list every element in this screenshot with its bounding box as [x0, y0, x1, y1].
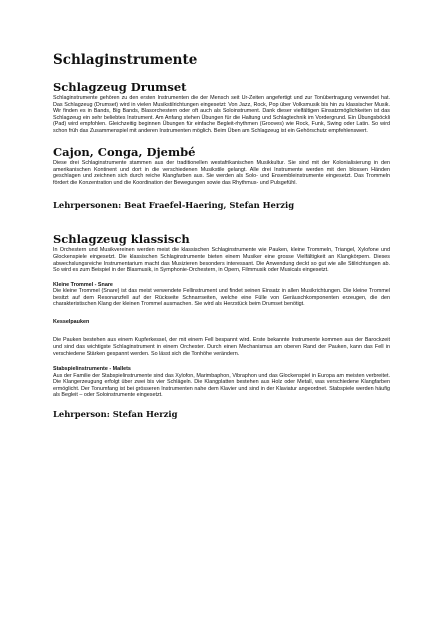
section-text-cajon: Diese drei Schlaginstrumente stammen aus der traditionellen westafrikanischen Musikkultur. Sie sind mit der Kolonialisierung in den amerikanischen Kontinent und dort in die verschiedenen Musikstile gelangt. Alle drei Instrumente werden mit den blossen Händen geschlagen und zeichnen sich durch reiche Klangfarben aus. Sie werden als Solo- und Ensembleinstrumente eingesetzt. Das Trommeln fördert die Konzentration und die Koordination der Bewegungen sowie das Rhythmus- und Pulsgefühl.	[53, 160, 390, 186]
page-title: Schlaginstrumente	[53, 52, 198, 68]
document-page	[53, 52, 390, 419]
section-text-snare: Die kleine Trommel (Snare) ist das meist verwendete Fellinstrument und findet seinen Einsatz in allen Musikrichtungen. Die kleine Trommel besitzt auf dem Resonanzfell auf der Rückseite Schnarrseiten, welche eine Fülle von Geräuschkomponenten erzeugen, die den charakteristischen Klang der kleinen Trommel ausmachen. Sie wird als Herzstück beim Drumset benötigt.	[53, 288, 390, 308]
section-heading-klassisch: Schlagzeug klassisch	[53, 232, 190, 247]
subheading-pauken: Kesselpauken	[53, 318, 90, 325]
section-text-drumset: Schlaginstrumente gehören zu den ersten Instrumenten die der Mensch seit Ur-Zeiten angefertigt und zur Tonübertragung verwendet hat. Das Schlagzeug (Drumset) wird in vielen Musikstilrichtungen eingesetzt: Von Jazz, Rock, Pop über Volksmusik bis hin zu klassischer Musik. Wir finden es in Bands, Big Bands, Blasorchestern oder oft auch als Soloinstrument. Dank dieser vielfältigen Einsatzmöglichkeiten ist das Schlagzeug ein sehr beliebtes Instrument. Am Anfang stehen Übungen für die Haltung und Schlagtechnik im Vordergrund. Ein Übungsböckli (Pad) wird empfohlen. Gleichzeitig beginnen Übungen für einfache Begleit-rhythmen (Grooves) wie Rock, Funk, Swing oder Latin. So wird schon früh das Zusammenspiel mit anderen Instrumenten möglich. Beim Üben am Schlagzeug ist ein Gehörschutz empfehlenswert.	[53, 95, 390, 134]
subheading-snare: Kleine Trommel - Snare	[53, 281, 113, 288]
teachers-line-1: Lehrpersonen: Beat Fraefel-Haering, Stefan Herzig	[53, 200, 295, 211]
section-text-pauken: Die Pauken bestehen aus einem Kupferkessel, der mit einem Fell bespannt wird. Erste bekannte Instrumente kommen aus der Barockzeit und sind das wichtigste Schlaginstrument in einem Orchester. Durch einen Mechanismus am oberen Rand der Pauken, kann das Fell in verschiedene Stärken gespannt werden. So lässt sich die Tonhöhe verändern.	[53, 337, 390, 357]
section-heading-drumset: Schlagzeug Drumset	[53, 80, 187, 94]
section-text-klassisch: In Orchestern und Musikvereinen werden meist die klassischen Schlaginstrumente wie Pauken, kleine Trommeln, Triangel, Xylofone und Glockenspiele eingesetzt. Die klassischen Schlaginstrumente bieten einem Musiker eine grosse Vielfältigkeit an Klangkörpern. Dieses abwechslungsreiche Instrumentarium macht das Musizieren besonders interessant. Die Anwendung deckt so gut wie alle Stilrichtungen ab. So wird es zum Beispiel in der Blasmusik, in Symphonie-Orchestern, in Opern, Filmmusik oder Musicals eingesetzt.	[53, 247, 390, 274]
section-heading-cajon: Cajon, Conga, Djembé	[53, 145, 196, 160]
teachers-line-2: Lehrperson: Stefan Herzig	[53, 408, 178, 419]
section-text-mallets: Aus der Familie der Stabspielinstrumente sind das Xylofon, Marimbaphon, Vibraphon und das Glockenspiel in Europa am meisten verbreitet. Die Klangerzeugung erfolgt über zwei bis vier Schlägeln. Die Klangplatten bestehen aus Holz oder Metall, was verschiedene Klangfarben ermöglicht. Der Tonumfang ist bei grösseren Instrumenten nahe dem Klavier und sind in der Klaviatur angeordnet. Stabspiele werden häufig als Begleit – oder Soloinstrumente eingesetzt.	[53, 372, 390, 399]
subheading-mallets: Stabspielinstrumente - Mallets	[53, 366, 131, 373]
